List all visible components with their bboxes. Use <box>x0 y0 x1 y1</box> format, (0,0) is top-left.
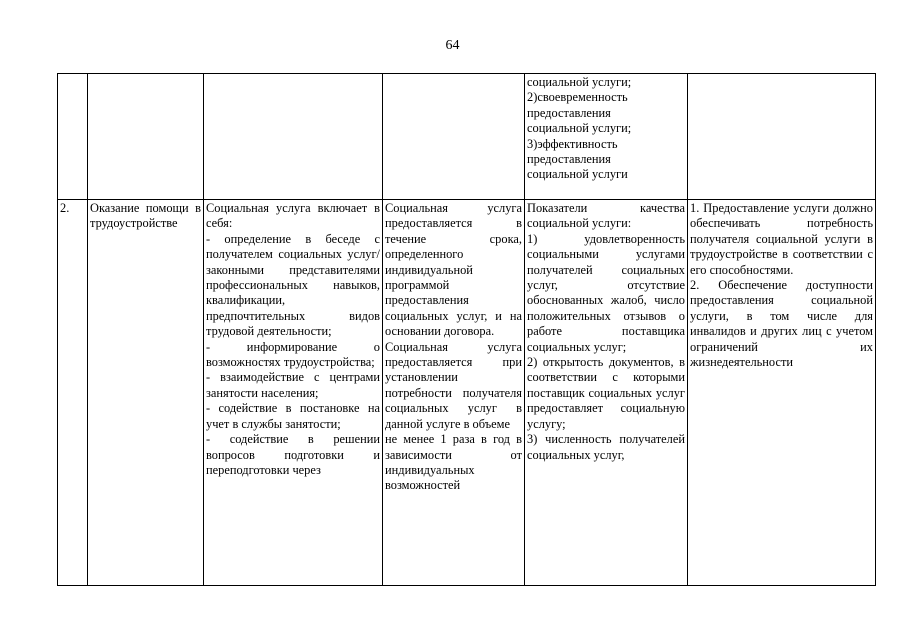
page-number: 64 <box>445 38 460 53</box>
cell-name: Оказание помощи в трудоустройстве <box>88 200 204 586</box>
cell-conditions <box>688 74 876 200</box>
cell-quality-indicators: социальной услуги; 2)своевременность предоставления социальной услуги; 3)эффективность предоставления социальной услуги <box>525 74 688 200</box>
cell-terms <box>383 74 525 200</box>
cell-quality-indicators: Показатели качества социальной услуги: 1) удовлетворенность социальными услугами получателей социальных услуг, отсутствие обоснованных жалоб, число положительных отзывов о работе поставщика социальных услуг; 2) открытость документов, в соответствии с которыми поставщик социальных услуг предоставляет социальную услугу; 3) численность получателей социальных услуг, <box>525 200 688 586</box>
cell-num: 2. <box>58 200 88 586</box>
table-row-continuation <box>58 74 876 200</box>
cell-name <box>88 74 204 200</box>
cell-terms: Социальная услуга предоставляется в течение срока, определенного индивидуальной программой предоставления социальных услуг, и на основании договора. Социальная услуга предоставляется при установлении потребности получателя социальных услуг в данной услуге в объеме не менее 1 раза в год в зависимости от индивидуальных возможностей <box>383 200 525 586</box>
table-row-service-2 <box>58 200 876 586</box>
cell-conditions: 1. Предоставление услуги должно обеспечивать потребность получателя социальной услуги в трудоустройстве в соответствии с его способностями. 2. Обеспечение доступности предоставления социальной услуги, в том числе для инвалидов и других лиц с учетом ограничений их жизнедеятельности <box>688 200 876 586</box>
cell-description <box>204 74 383 200</box>
services-table <box>57 73 876 586</box>
cell-description: Социальная услуга включает в себя: - определение в беседе с получателем социальных услуг/законными представителями профессиональных навыков, квалификации, предпочтительных видов трудовой деятельности; - информирование о возможностях трудоустройства; - взаимодействие с центрами занятости населения; - содействие в постановке на учет в службы занятости; - содействие в решении вопросов подготовки и переподготовки через <box>204 200 383 586</box>
cell-num <box>58 74 88 200</box>
